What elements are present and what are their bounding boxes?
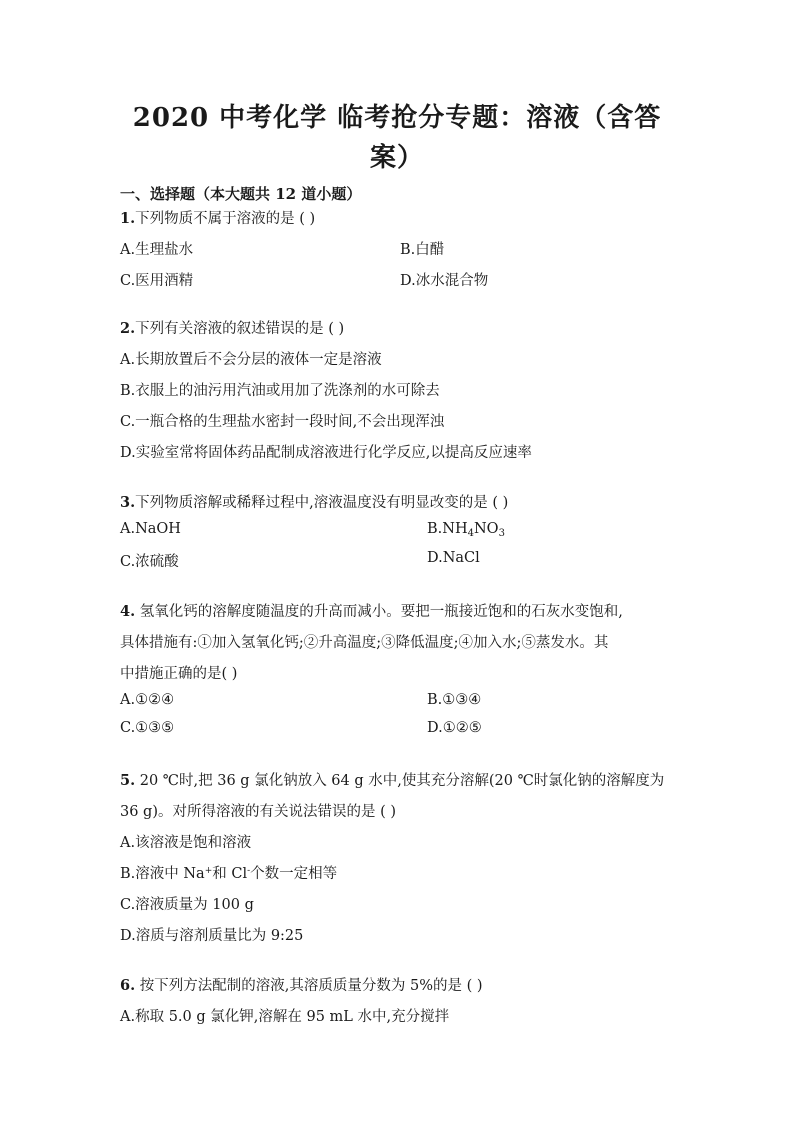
- q5-option-a: A.该溶液是饱和溶液: [120, 835, 252, 851]
- question-text: 下列物质不属于溶液的是 ( ): [135, 211, 316, 227]
- q2-option-c: C.一瓶合格的生理盐水密封一段时间,不会出现浑浊: [120, 414, 445, 430]
- q2-option-a: A.长期放置后不会分层的液体一定是溶液: [120, 352, 382, 368]
- question-6-stem: [120, 974, 483, 995]
- section-heading: 一、选择题（本大题共 12 道小题）: [120, 185, 362, 203]
- question-number: 4.: [120, 603, 136, 620]
- q3-option-d: D.NaCl: [427, 550, 480, 566]
- q3-option-a: A.NaOH: [120, 521, 181, 537]
- question-4-stem-line-2: 具体措施有:①加入氢氧化钙;②升高温度;③降低温度;④加入水;⑤蒸发水。其: [120, 635, 609, 651]
- question-text: 下列物质溶解或稀释过程中,溶液温度没有明显改变的是 ( ): [135, 495, 509, 511]
- q5-option-d: D.溶质与溶剂质量比为 9:25: [120, 928, 304, 944]
- q3-option-b: $B.NH_4NO_3$: [427, 521, 505, 539]
- q4-option-b: B.①③④: [427, 692, 482, 708]
- question-text: 下列有关溶液的叙述错误的是 ( ): [135, 321, 345, 337]
- q5-option-b: B.溶液中 Na+和 Cl-个数一定相等: [120, 866, 338, 882]
- q1-option-a: A.生理盐水: [120, 242, 194, 258]
- q4-option-a: A.①②④: [120, 692, 175, 708]
- page-title: [120, 98, 674, 178]
- q6-option-a: A.称取 5.0 g 氯化钾,溶解在 95 mL 水中,充分搅拌: [120, 1009, 450, 1025]
- question-3-stem: [120, 491, 508, 512]
- q1-option-d: D.冰水混合物: [400, 273, 489, 289]
- q3-option-c: C.浓硫酸: [120, 554, 179, 570]
- question-4-stem-line-3: 中措施正确的是( ): [120, 666, 238, 682]
- q4-option-c: C.①③⑤: [120, 720, 175, 736]
- question-number: 5.: [120, 772, 136, 789]
- q4-option-d: D.①②⑤: [427, 720, 482, 736]
- question-4-stem-line-1: [120, 600, 623, 621]
- q2-option-d: D.实验室常将固体药品配制成溶液进行化学反应,以提高反应速率: [120, 445, 532, 461]
- q2-option-b: B.衣服上的油污用汽油或用加了洗涤剂的水可除去: [120, 383, 440, 399]
- question-text: 按下列方法配制的溶液,其溶质质量分数为 5%的是 ( ): [135, 978, 483, 994]
- question-5-stem-line-1: [120, 769, 664, 790]
- question-5-stem-line-2: 36 g)。对所得溶液的有关说法错误的是 ( ): [120, 804, 397, 820]
- question-1-stem: [120, 207, 315, 228]
- q5-option-c: C.溶液质量为 100 g: [120, 897, 254, 913]
- q1-option-b: B.白醋: [400, 242, 445, 258]
- question-text: 20 ℃时,把 36 g 氯化钠放入 64 g 水中,使其充分溶解(20 ℃时氯化钠的溶解度为: [135, 773, 665, 789]
- question-number: 1.: [120, 210, 136, 227]
- title-line-2: 案）: [369, 143, 424, 173]
- question-number: 6.: [120, 977, 136, 994]
- title-line-1: 2020 中考化学 临考抢分专题：溶液（含答: [132, 103, 662, 133]
- question-number: 2.: [120, 320, 136, 337]
- question-number: 3.: [120, 494, 136, 511]
- question-text: 氢氧化钙的溶解度随温度的升高而减小。要把一瓶接近饱和的石灰水变饱和,: [135, 604, 623, 620]
- q1-option-c: C.医用酒精: [120, 273, 194, 289]
- question-2-stem: [120, 317, 344, 338]
